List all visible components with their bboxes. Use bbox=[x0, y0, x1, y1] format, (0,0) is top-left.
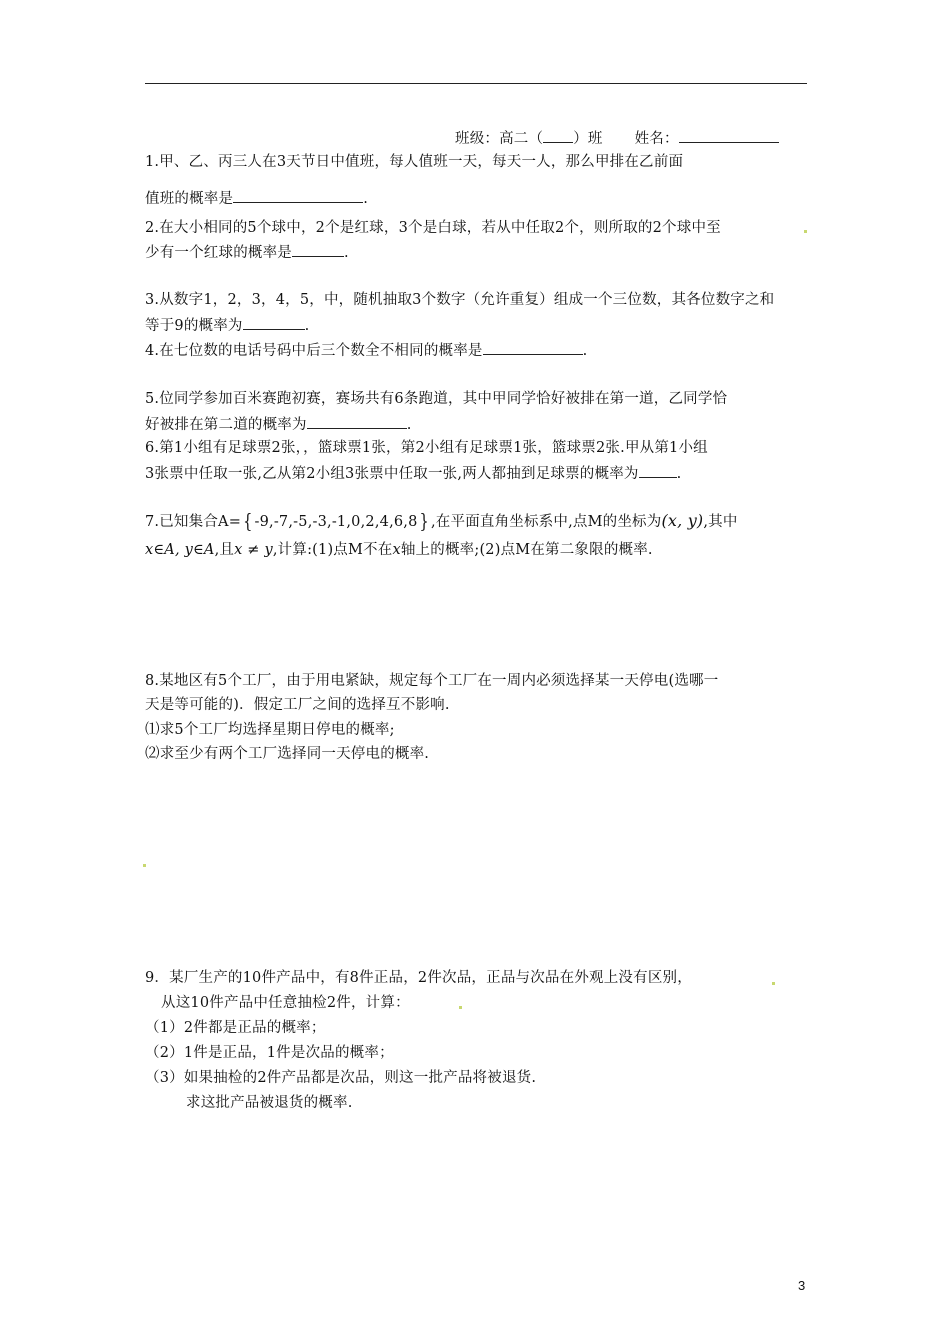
class-label: 班级：高二（ bbox=[455, 131, 544, 147]
membership-condition: x∈A, y∈A bbox=[145, 542, 215, 558]
point-coordinate: (x, y) bbox=[661, 511, 704, 530]
question-9-sub-2: （2）1件是正品，1件是次品的概率； bbox=[145, 1045, 394, 1061]
stray-mark bbox=[804, 230, 807, 233]
question-6-text: 3张票中任取一张,乙从第2小组3张票中任取一张,两人都抽到足球票的概率为 bbox=[145, 466, 639, 482]
question-8-line-1: 8.某地区有5个工厂，由于用电紧缺，规定每个工厂在一周内必须选择某一天停电(选哪一 bbox=[145, 673, 719, 689]
question-3-text: 等于9的概率为 bbox=[145, 318, 243, 334]
question-8-sub-1: ⑴求5个工厂均选择星期日停电的概率; bbox=[145, 722, 395, 738]
question-8-line-2: 天是等可能的)．假定工厂之间的选择互不影响. bbox=[145, 697, 450, 713]
question-4-answer-blank[interactable] bbox=[483, 340, 583, 355]
question-1-end: . bbox=[363, 191, 369, 207]
question-3-line-2 bbox=[145, 315, 309, 336]
name-label: 姓名： bbox=[634, 131, 679, 147]
question-2-line-1: 2.在大小相同的5个球中，2个是红球，3个是白球，若从中任取2个，则所取的2个球中至 bbox=[145, 220, 721, 236]
question-2-answer-blank[interactable] bbox=[292, 242, 344, 257]
inequality-condition: x ≠ y bbox=[234, 542, 273, 558]
question-4-text: 4.在七位数的电话号码中后三个数全不相同的概率是 bbox=[145, 343, 483, 359]
question-7-rest: 轴上的概率;(2)点M在第二象限的概率. bbox=[400, 542, 653, 558]
question-1-line-2 bbox=[145, 188, 368, 209]
question-7-suffix: ,其中 bbox=[703, 514, 738, 530]
question-2-end: . bbox=[344, 245, 349, 261]
question-9-sub-4: 求这批产品被退货的概率. bbox=[186, 1095, 353, 1111]
question-6-answer-blank[interactable] bbox=[639, 463, 677, 478]
class-blank[interactable] bbox=[543, 128, 573, 143]
question-5-line-2 bbox=[145, 414, 412, 435]
question-3-answer-blank[interactable] bbox=[243, 315, 305, 330]
question-9-sub-3: （3）如果抽检的2件产品都是次品，则这一批产品将被退货. bbox=[145, 1070, 537, 1086]
set-left-brace: { bbox=[243, 511, 253, 533]
question-4-line-1 bbox=[145, 340, 587, 361]
axis-variable: x bbox=[392, 542, 401, 558]
question-3-line-1: 3.从数字1，2，3，4，5，中，随机抽取3个数字（允许重复）组成一个三位数，其各位数字之和 bbox=[145, 292, 775, 308]
question-7-mid: ,在平面直角坐标系中,点M的坐标为 bbox=[430, 514, 662, 530]
stray-mark bbox=[772, 982, 775, 985]
question-7-line-1 bbox=[145, 511, 738, 532]
question-7-and: ,且 bbox=[214, 542, 235, 558]
question-7-line-2 bbox=[145, 540, 653, 560]
question-4-end: . bbox=[582, 343, 588, 359]
question-1-line-1: 1.甲、乙、丙三人在3天节日中值班，每人值班一天，每天一人，那么甲排在乙前面 bbox=[145, 154, 684, 170]
name-blank[interactable] bbox=[679, 128, 779, 143]
question-7-calc: ,计算:(1)点M不在 bbox=[272, 542, 393, 558]
question-6-line-1: 6.第1小组有足球票2张，，篮球票1张，第2小组有足球票1张，篮球票2张.甲从第1小组 bbox=[145, 440, 708, 456]
question-5-text: 好被排在第二道的概率为 bbox=[145, 417, 307, 433]
question-9-line-2: 从这10件产品中任意抽检2件，计算： bbox=[161, 995, 410, 1011]
question-8-sub-2: ⑵求至少有两个工厂选择同一天停电的概率. bbox=[145, 746, 430, 762]
question-3-end: . bbox=[304, 318, 310, 334]
class-name-header bbox=[455, 128, 779, 149]
question-1-text: 值班的概率是 bbox=[145, 191, 234, 207]
question-6-end: . bbox=[676, 466, 682, 482]
question-2-text: 少有一个红球的概率是 bbox=[145, 245, 292, 261]
question-5-end: . bbox=[406, 417, 412, 433]
set-elements: -9,-7,-5,-3,-1,0,2,4,6,8 bbox=[254, 514, 418, 530]
question-5-line-1: 5.位同学参加百米赛跑初赛，赛场共有6条跑道，其中甲同学恰好被排在第一道，乙同学恰 bbox=[145, 391, 728, 407]
header-rule bbox=[145, 83, 807, 84]
question-1-answer-blank[interactable] bbox=[233, 188, 363, 203]
class-suffix: ）班 bbox=[573, 131, 603, 147]
stray-mark bbox=[459, 1006, 462, 1009]
question-2-line-2 bbox=[145, 242, 349, 263]
set-right-brace: } bbox=[419, 511, 429, 533]
question-6-line-2 bbox=[145, 463, 681, 484]
question-9-line-1: 9．某厂生产的10件产品中，有8件正品，2件次品，正品与次品在外观上没有区别， bbox=[145, 970, 692, 986]
stray-mark bbox=[143, 864, 146, 867]
question-7-prefix: 7.已知集合A= bbox=[145, 514, 242, 530]
question-5-answer-blank[interactable] bbox=[307, 414, 407, 429]
question-9-sub-1: （1）2件都是正品的概率； bbox=[145, 1020, 326, 1036]
page-number: 3 bbox=[798, 1278, 806, 1293]
